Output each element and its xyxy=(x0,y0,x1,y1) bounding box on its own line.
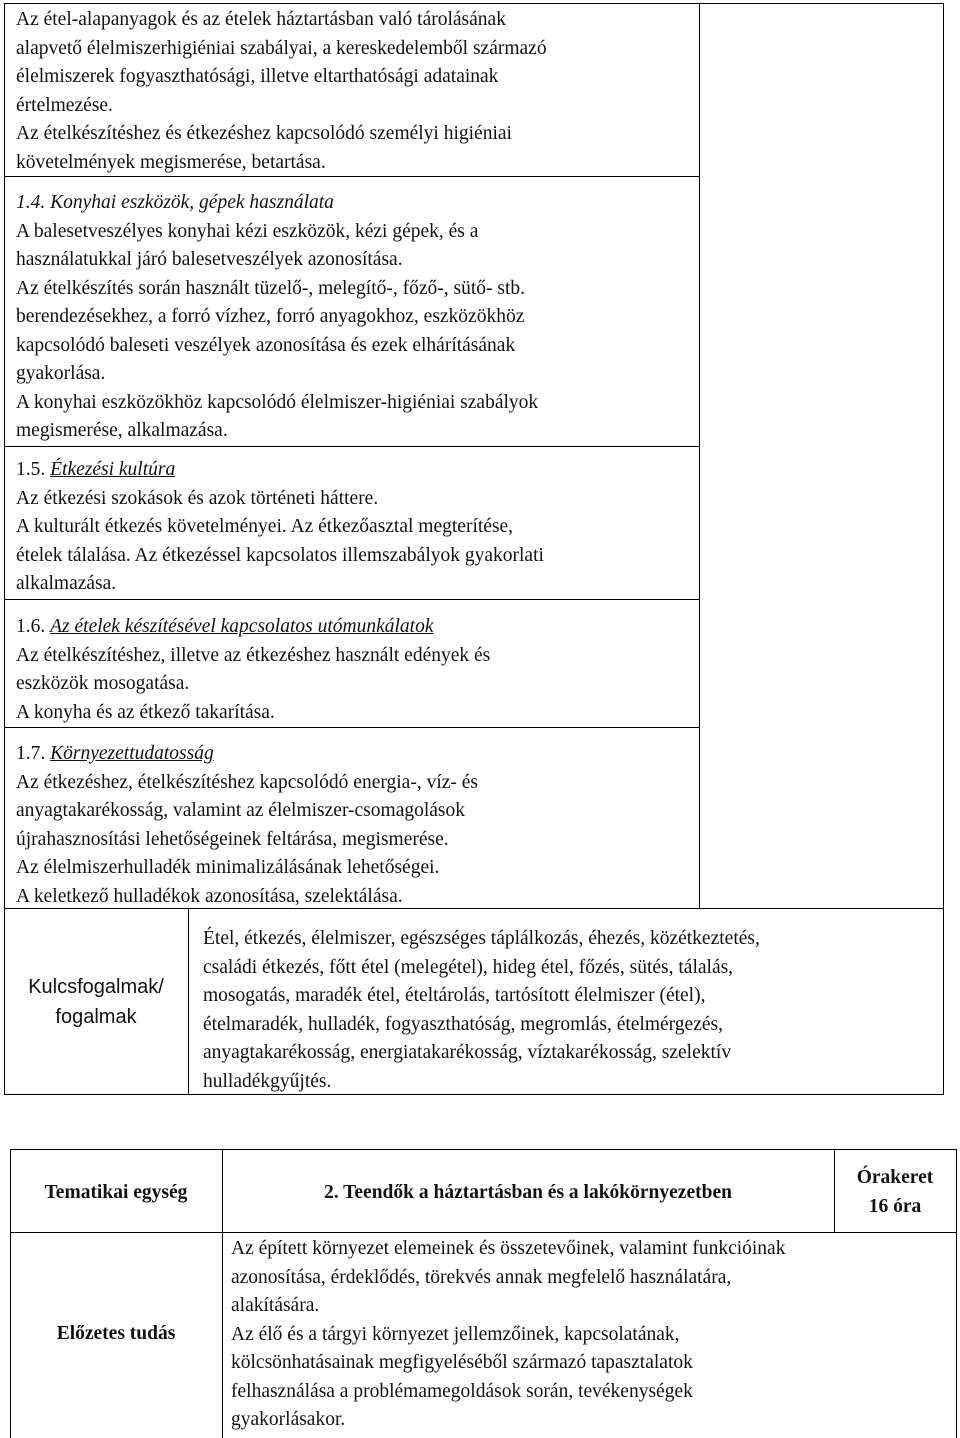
text-line: használatukkal járó balesetveszélyek azonosítása. xyxy=(16,249,403,270)
text-line: ételmaradék, hulladék, fogyaszthatóság, megromlás, ételmérgezés, xyxy=(203,1013,723,1035)
hours-label: Órakeret xyxy=(856,1167,934,1188)
text-line: gyakorlása. xyxy=(16,363,106,384)
section-number: 1.6. xyxy=(16,616,51,637)
section-1-4 xyxy=(16,189,696,446)
keywords-list xyxy=(203,925,938,1096)
text-line: Az ételkészítéshez, illetve az étkezéshez használt edények és xyxy=(16,644,491,666)
table-border-top xyxy=(10,1149,957,1150)
text-line: berendezésekhez, a forró vízhez, forró anyagokhoz, eszközökhöz xyxy=(16,306,525,327)
text-line: anyagtakarékosság, energiatakarékosság, víztakarékosság, szelektív xyxy=(203,1042,732,1063)
text-line: Az ételkészítés során használt tüzelő-, melegítő-, főző-, sütő- stb. xyxy=(16,277,525,299)
text-line: A balesetveszélyes konyhai kézi eszközök, kézi gépek, és a xyxy=(16,220,479,242)
text-line: Az étel-alapanyagok és az ételek háztartásban való tárolásának xyxy=(16,9,506,30)
text-line: Az étkezési szokások és azok történeti háttere. xyxy=(16,487,379,509)
text-line: újrahasznosítási lehetőségeinek feltárása, megismerése. xyxy=(16,828,449,850)
text-line: A kulturált étkezés követelményei. Az étkezőasztal megterítése, xyxy=(16,516,514,537)
section-heading xyxy=(16,456,696,485)
text-line: Az ételkészítéshez és étkezéshez kapcsolódó személyi higiéniai xyxy=(16,123,512,144)
section-title: Az ételek készítésével kapcsolatos utómunkálatok xyxy=(50,616,434,637)
text-line: értelmezése. xyxy=(16,94,113,116)
text-line: A konyha és az étkező takarítása. xyxy=(16,701,275,723)
text-line: Az étkezéshez, ételkészítéshez kapcsolódó energia-, víz- és xyxy=(16,771,479,793)
text-line: megismerése, alkalmazása. xyxy=(16,420,228,441)
text-line: eszközök mosogatása. xyxy=(16,673,190,694)
text-line: anyagtakarékosság, valamint az élelmiszer-csomagolások xyxy=(16,800,466,821)
text-line: Az élelmiszerhulladék minimalizálásának lehetőségei. xyxy=(16,857,440,878)
table-border-left xyxy=(4,3,5,1094)
text-line: Étel, étkezés, élelmiszer, egészséges táplálkozás, éhezés, közétkeztetés, xyxy=(203,928,760,949)
text-line: azonosítása, érdeklődés, törekvés annak megfelelő használatára, xyxy=(231,1266,732,1288)
text-line: hulladékgyűjtés. xyxy=(203,1070,332,1092)
unit-title: 2. Teendők a háztartásban és a lakókörnyezetben xyxy=(324,1182,732,1203)
keywords-label-line: fogalmak xyxy=(55,1006,137,1028)
row-divider xyxy=(4,727,700,728)
section-number: 1.7. xyxy=(16,743,51,764)
text-line: Az épített környezet elemeinek és összetevőinek, valamint funkcióinak xyxy=(231,1238,786,1259)
section-heading xyxy=(16,613,696,642)
text-line: A keletkező hulladékok azonosítása, szelektálása. xyxy=(16,885,403,907)
text-line: gyakorlásakor. xyxy=(231,1409,346,1430)
section-1-3-text xyxy=(16,6,696,177)
keywords-divider xyxy=(188,908,189,1094)
section-heading: 1.4. Konyhai eszközök, gépek használata xyxy=(16,192,334,213)
unit-label: Tematikai egység xyxy=(44,1182,188,1203)
text-line: családi étkezés, főtt étel (melegétel), hideg étel, főzés, sütés, tálalás, xyxy=(203,956,734,978)
prior-knowledge-label: Előzetes tudás xyxy=(56,1323,176,1344)
text-line: mosogatás, maradék étel, ételtárolás, tartósított élelmiszer (étel), xyxy=(203,985,706,1006)
text-line: A konyhai eszközökhöz kapcsolódó élelmiszer-higiéniai szabályok xyxy=(16,391,539,413)
row-divider xyxy=(4,446,700,447)
section-number: 1.5. xyxy=(16,459,51,480)
section-title: Étkezési kultúra xyxy=(50,459,176,480)
row-divider xyxy=(4,599,700,600)
table-border-right xyxy=(943,3,944,1094)
text-line: követelmények megismerése, betartása. xyxy=(16,151,326,173)
section-1-6 xyxy=(16,613,696,727)
table-column-divider xyxy=(699,3,700,908)
table-border-right xyxy=(956,1149,957,1438)
text-line: kapcsolódó baleseti veszélyek azonosítása és ezek elhárításának xyxy=(16,334,516,356)
hours-value: 16 óra xyxy=(868,1196,922,1217)
text-line: élelmiszerek fogyaszthatósági, illetve eltarthatósági adatainak xyxy=(16,66,499,87)
text-line: kölcsönhatásainak megfigyeléséből származó tapasztalatok xyxy=(231,1352,693,1373)
text-line: ételek tálalása. Az étkezéssel kapcsolatos illemszabályok gyakorlati xyxy=(16,544,544,566)
text-line: Az élő és a tárgyi környezet jellemzőinek, kapcsolatának, xyxy=(231,1323,680,1345)
keywords-label-line: Kulcsfogalmak/ xyxy=(28,976,164,998)
section-1-7 xyxy=(16,740,696,911)
keywords-label xyxy=(4,972,188,1032)
section-title: Környezettudatosság xyxy=(50,743,214,764)
text-line: alakítására. xyxy=(231,1295,320,1316)
prior-knowledge-text xyxy=(231,1235,953,1435)
section-heading xyxy=(16,740,696,769)
text-line: alapvető élelmiszerhigiéniai szabályai, a kereskedelemből származó xyxy=(16,37,547,59)
text-line: felhasználása a problémamegoldások során, tevékenységek xyxy=(231,1380,693,1402)
text-line: alkalmazása. xyxy=(16,573,117,594)
table-border-top xyxy=(4,3,944,4)
section-1-5 xyxy=(16,456,696,599)
row-divider xyxy=(10,1232,957,1233)
